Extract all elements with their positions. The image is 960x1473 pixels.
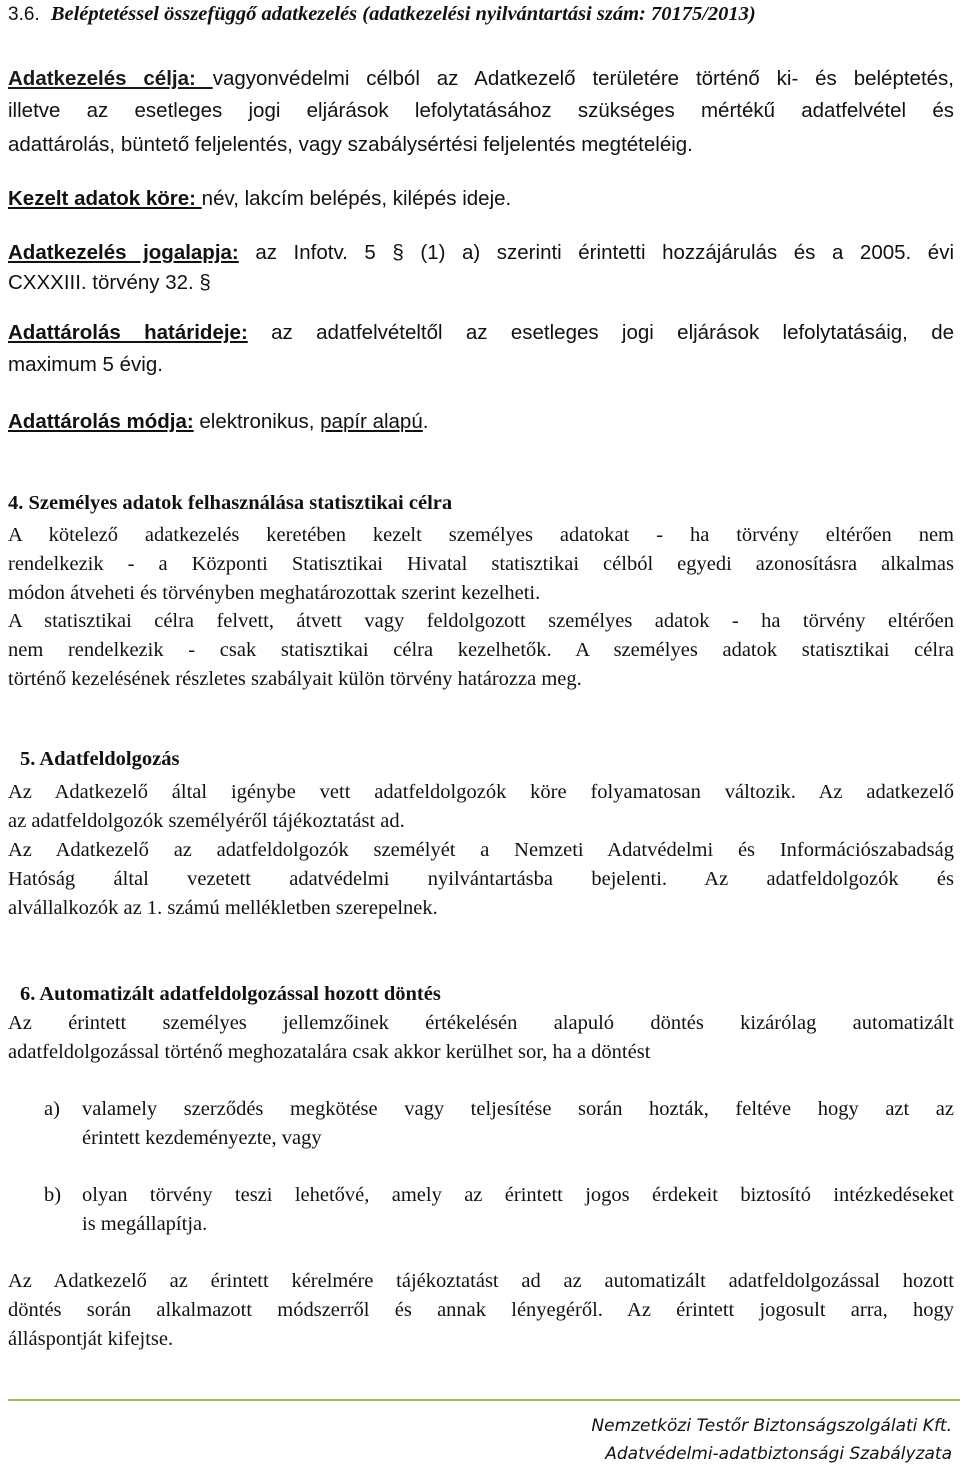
footer-document-title: Adatvédelmi-adatbiztonsági Szabályzata bbox=[605, 1444, 952, 1464]
legal-basis-label: Adatkezelés jogalapja: bbox=[8, 241, 239, 264]
purpose-label: Adatkezelés célja: bbox=[8, 67, 213, 90]
retention-text-1: az adatfelvételtől az esetleges jogi eljárások lefolytatásáig, de bbox=[247, 321, 954, 344]
data-scope-label: Kezelt adatok köre: bbox=[8, 187, 202, 210]
section-4-title: 4. Személyes adatok felhasználása statisztikai célra bbox=[8, 492, 453, 514]
legal-basis-line-2: CXXXIII. törvény 32. § bbox=[8, 271, 211, 294]
section-4-line: módon átveheti és törvényben meghatározottak szerint kezelheti. bbox=[8, 582, 541, 604]
list-item-a bbox=[44, 1095, 954, 1153]
list-marker: b) bbox=[44, 1184, 62, 1206]
section-number: 3.6. bbox=[8, 4, 40, 25]
list-item-text: valamely szerződés megkötése vagy teljesítése során hozták, feltéve hogy azt az bbox=[82, 1098, 954, 1120]
section-5-line: alvállalkozók az 1. számú mellékletben szerepelnek. bbox=[8, 897, 438, 919]
storage-method-text: elektronikus, bbox=[193, 410, 321, 433]
footer-rule bbox=[8, 1399, 960, 1401]
section-6-intro-line: Az érintett személyes jellemzőinek értékelésén alapuló döntés kizárólag automatizált bbox=[8, 1012, 954, 1034]
list-item-text: is megállapítja. bbox=[82, 1213, 208, 1235]
section-6-outro-line: Az Adatkezelő az érintett kérelmére tájékoztatást ad az automatizált adatfeldolgozással hozott bbox=[8, 1270, 954, 1292]
storage-method-period: . bbox=[422, 410, 429, 433]
section-4-line: nem rendelkezik - csak statisztikai célra kezelhetők. A személyes adatok statisztikai célra bbox=[8, 639, 954, 661]
storage-method-paper: papír alapú bbox=[320, 410, 423, 433]
section-4-line: rendelkezik - a Központi Statisztikai Hivatal statisztikai célból egyedi azonosításra alkalmas bbox=[8, 553, 954, 575]
section-4-line: történő kezelésének részletes szabályait külön törvény határozza meg. bbox=[8, 668, 582, 690]
section-5-line: Hatóság által vezetett adatvédelmi nyilvántartásba bejelenti. Az adatfeldolgozók és bbox=[8, 868, 954, 890]
retention-label: Adattárolás határideje: bbox=[8, 321, 248, 344]
purpose-line-1 bbox=[8, 65, 954, 93]
list-item-b bbox=[44, 1181, 954, 1239]
section-5-line: az adatfeldolgozók személyéről tájékoztatást ad. bbox=[8, 810, 405, 832]
section-title: Beléptetéssel összefüggő adatkezelés (adatkezelési nyilvántartási szám: 70175/2013) bbox=[50, 3, 756, 25]
section-6-outro-line: álláspontját kifejtse. bbox=[8, 1328, 174, 1350]
data-scope-text: név, lakcím belépés, kilépés ideje. bbox=[201, 187, 512, 210]
legal-basis-line-1 bbox=[8, 239, 954, 267]
section-5-line: Az Adatkezelő által igénybe vett adatfeldolgozók köre folyamatosan változik. Az adatkezelő bbox=[8, 781, 954, 803]
section-heading-3-6 bbox=[8, 0, 954, 29]
list-marker: a) bbox=[44, 1098, 60, 1120]
list-item-text: érintett kezdeményezte, vagy bbox=[82, 1127, 322, 1149]
legal-basis-text-1: az Infotv. 5 § (1) a) szerinti érintetti hozzájárulás és a 2005. évi bbox=[238, 241, 954, 264]
section-4-line: A statisztikai célra felvett, átvett vagy feldolgozott személyes adatok - ha törvény eltérően bbox=[8, 610, 954, 632]
purpose-line-3: adattárolás, büntető feljelentés, vagy szabálysértési feljelentés megtételéig. bbox=[8, 133, 693, 156]
storage-method-line bbox=[8, 408, 954, 436]
footer-company: Nemzetközi Testőr Biztonságszolgálati Kft. bbox=[591, 1416, 952, 1436]
list-item-text: olyan törvény teszi lehetővé, amely az érintett jogos érdekeit biztosító intézkedéseket bbox=[82, 1184, 954, 1206]
section-4-line: A kötelező adatkezelés keretében kezelt személyes adatokat - ha törvény eltérően nem bbox=[8, 524, 954, 546]
purpose-text-1: vagyonvédelmi célból az Adatkezelő területére történő ki- és beléptetés, bbox=[212, 67, 954, 90]
retention-line-1 bbox=[8, 319, 954, 347]
storage-method-label: Adattárolás módja: bbox=[8, 410, 194, 433]
retention-line-2: maximum 5 évig. bbox=[8, 353, 163, 376]
section-5-title: 5. Adatfeldolgozás bbox=[20, 748, 180, 770]
section-6-title: 6. Automatizált adatfeldolgozással hozott döntés bbox=[20, 983, 441, 1005]
section-6-outro-line: döntés során alkalmazott módszerről és annak lényegéről. Az érintett jogosult arra, hogy bbox=[8, 1299, 954, 1321]
section-6-intro-line: adatfeldolgozással történő meghozatalára csak akkor kerülhet sor, ha a döntést bbox=[8, 1041, 651, 1063]
section-5-line: Az Adatkezelő az adatfeldolgozók személyét a Nemzeti Adatvédelmi és Információszabadság bbox=[8, 839, 954, 861]
purpose-line-2: illetve az esetleges jogi eljárások lefolytatásához szükséges mértékű adatfelvétel és bbox=[8, 99, 954, 122]
data-scope-line bbox=[8, 185, 954, 213]
